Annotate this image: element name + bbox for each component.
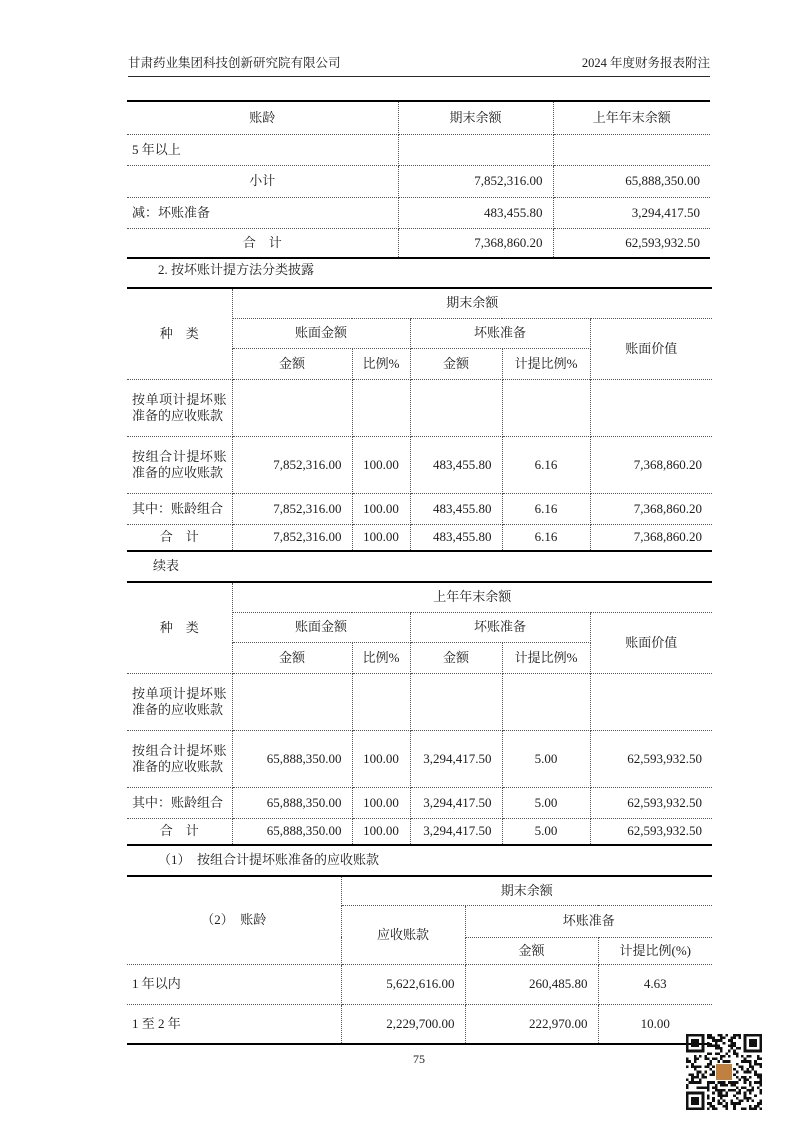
page-number: 75 xyxy=(413,1052,425,1066)
table-header-row xyxy=(127,101,710,134)
table-row xyxy=(127,730,712,787)
col-header-category: 种 类 xyxy=(127,582,232,673)
col-header-book-amount: 账面金额 xyxy=(232,318,410,348)
table-cell: 483,455.80 xyxy=(398,197,553,228)
table-cell: 按单项计提坏账准备的应收账款 xyxy=(127,673,232,730)
table-row xyxy=(127,673,712,730)
col-header-amount: 金额 xyxy=(232,642,352,673)
note-provision-method: 2. 按坏账计提方法分类披露 xyxy=(158,262,315,277)
col-header-ratio: 比例% xyxy=(352,642,410,673)
table-cell xyxy=(398,134,553,165)
table-cell: 5 年以上 xyxy=(127,134,398,165)
note-group-provision: （1） 按组合计提坏账准备的应收账款 xyxy=(158,852,380,867)
aging-balance-table xyxy=(127,100,710,259)
table-row xyxy=(127,964,712,1004)
table-cell: 6.16 xyxy=(502,436,590,493)
table-cell xyxy=(352,673,410,730)
col-header-amount: 金额 xyxy=(232,348,352,379)
col-header-provision-ratio: 计提比例% xyxy=(502,642,590,673)
col-header-provision-ratio: 计提比例(%) xyxy=(598,937,712,964)
table-cell: 小计 xyxy=(127,165,398,197)
table-cell: 3,294,417.50 xyxy=(410,730,502,787)
table-cell xyxy=(502,379,590,436)
table-cell: 65,888,350.00 xyxy=(232,787,352,818)
table-cell xyxy=(590,673,712,730)
table-cell: 6.16 xyxy=(502,524,590,551)
table-cell: 483,455.80 xyxy=(410,493,502,524)
table-cell: 按单项计提坏账准备的应收账款 xyxy=(127,379,232,436)
provision-method-closing-table xyxy=(127,287,712,552)
table-cell: 7,852,316.00 xyxy=(232,436,352,493)
col-header-provision-ratio: 计提比例% xyxy=(502,348,590,379)
table-cell: 62,593,932.50 xyxy=(590,787,712,818)
table-cell: 100.00 xyxy=(352,818,410,845)
table-header-row xyxy=(127,582,712,612)
table-row xyxy=(127,493,712,524)
col-header-bad-debt-provision: 坏账准备 xyxy=(410,612,590,642)
table-cell: 65,888,350.00 xyxy=(553,165,710,197)
table-cell: 其中：账龄组合 xyxy=(127,493,232,524)
table-total-row xyxy=(127,524,712,551)
table-cell xyxy=(410,673,502,730)
table-cell: 62,593,932.50 xyxy=(590,730,712,787)
table-cell xyxy=(553,134,710,165)
col-header-closing-balance: 期末余额 xyxy=(341,876,712,905)
table-cell: 260,485.80 xyxy=(465,964,598,1004)
table-cell: 5.00 xyxy=(502,787,590,818)
table-cell xyxy=(232,379,352,436)
table-cell: 100.00 xyxy=(352,493,410,524)
col-header-prior-balance: 上年年末余额 xyxy=(553,101,710,134)
provision-method-prior-table xyxy=(127,581,712,846)
table-row xyxy=(127,197,710,228)
col-header-book-amount: 账面金额 xyxy=(232,612,410,642)
col-header-amount: 金额 xyxy=(465,937,598,964)
table-cell xyxy=(590,379,712,436)
table-cell: 减：坏账准备 xyxy=(127,197,398,228)
page-header xyxy=(128,53,710,77)
table-header-row xyxy=(127,876,712,905)
col-header-ratio: 比例% xyxy=(352,348,410,379)
table-total-row xyxy=(127,228,710,258)
table-cell: 合 计 xyxy=(127,818,232,845)
table-cell: 5.00 xyxy=(502,730,590,787)
table-cell: 10.00 xyxy=(598,1004,712,1044)
table-cell: 按组合计提坏账准备的应收账款 xyxy=(127,436,232,493)
table-cell: 合 计 xyxy=(127,228,398,258)
table-row xyxy=(127,165,710,197)
table-cell: 100.00 xyxy=(352,524,410,551)
table-row xyxy=(127,787,712,818)
table-total-row xyxy=(127,818,712,845)
table-cell: 5.00 xyxy=(502,818,590,845)
table-cell xyxy=(232,673,352,730)
table-cell: 65,888,350.00 xyxy=(232,730,352,787)
table-cell: 按组合计提坏账准备的应收账款 xyxy=(127,730,232,787)
table-cell: 3,294,417.50 xyxy=(553,197,710,228)
table-cell: 7,368,860.20 xyxy=(590,493,712,524)
table-cell: 3,294,417.50 xyxy=(410,787,502,818)
table-cell: 5,622,616.00 xyxy=(341,964,465,1004)
table-row xyxy=(127,1004,712,1044)
col-header-closing-balance: 期末余额 xyxy=(232,288,712,318)
col-header-book-value: 账面价值 xyxy=(590,612,712,673)
col-header-amount: 金额 xyxy=(410,642,502,673)
table-cell: 100.00 xyxy=(352,730,410,787)
company-name: 甘肃药业集团科技创新研究院有限公司 xyxy=(128,56,341,70)
table-cell: 其中：账龄组合 xyxy=(127,787,232,818)
col-header-aging: 账龄 xyxy=(127,101,398,134)
table-cell: 483,455.80 xyxy=(410,436,502,493)
table-cell: 65,888,350.00 xyxy=(232,818,352,845)
table-cell: 合 计 xyxy=(127,524,232,551)
table-row xyxy=(127,134,710,165)
col-header-aging: （2） 账龄 xyxy=(127,876,341,964)
table-cell: 7,852,316.00 xyxy=(398,165,553,197)
table-row xyxy=(127,379,712,436)
continued-table-label: 续表 xyxy=(153,558,180,573)
table-cell: 7,368,860.20 xyxy=(590,436,712,493)
table-cell: 62,593,932.50 xyxy=(553,228,710,258)
col-header-book-value: 账面价值 xyxy=(590,318,712,379)
table-cell: 3,294,417.50 xyxy=(410,818,502,845)
table-cell xyxy=(410,379,502,436)
table-cell: 7,852,316.00 xyxy=(232,524,352,551)
col-header-receivable: 应收账款 xyxy=(341,905,465,964)
table-cell xyxy=(352,379,410,436)
table-cell: 100.00 xyxy=(352,787,410,818)
table-cell: 100.00 xyxy=(352,436,410,493)
table-cell: 4.63 xyxy=(598,964,712,1004)
table-cell xyxy=(502,673,590,730)
col-header-amount: 金额 xyxy=(410,348,502,379)
col-header-category: 种 类 xyxy=(127,288,232,379)
qr-code-pattern xyxy=(686,1034,762,1110)
col-header-prior-balance: 上年年末余额 xyxy=(232,582,712,612)
table-cell: 7,368,860.20 xyxy=(398,228,553,258)
table-cell: 7,852,316.00 xyxy=(232,493,352,524)
report-title: 2024 年度财务报表附注 xyxy=(581,56,710,70)
col-header-bad-debt-provision: 坏账准备 xyxy=(410,318,590,348)
table-header-row xyxy=(127,288,712,318)
table-cell: 483,455.80 xyxy=(410,524,502,551)
table-cell: 7,368,860.20 xyxy=(590,524,712,551)
aging-group-provision-table xyxy=(127,875,712,1045)
col-header-bad-debt-provision: 坏账准备 xyxy=(465,905,712,937)
table-cell: 62,593,932.50 xyxy=(590,818,712,845)
col-header-closing-balance: 期末余额 xyxy=(398,101,553,134)
table-cell: 1 至 2 年 xyxy=(127,1004,341,1044)
table-cell: 222,970.00 xyxy=(465,1004,598,1044)
qr-code xyxy=(686,1034,762,1110)
table-row xyxy=(127,436,712,493)
table-cell: 6.16 xyxy=(502,493,590,524)
table-cell: 1 年以内 xyxy=(127,964,341,1004)
table-cell: 2,229,700.00 xyxy=(341,1004,465,1044)
